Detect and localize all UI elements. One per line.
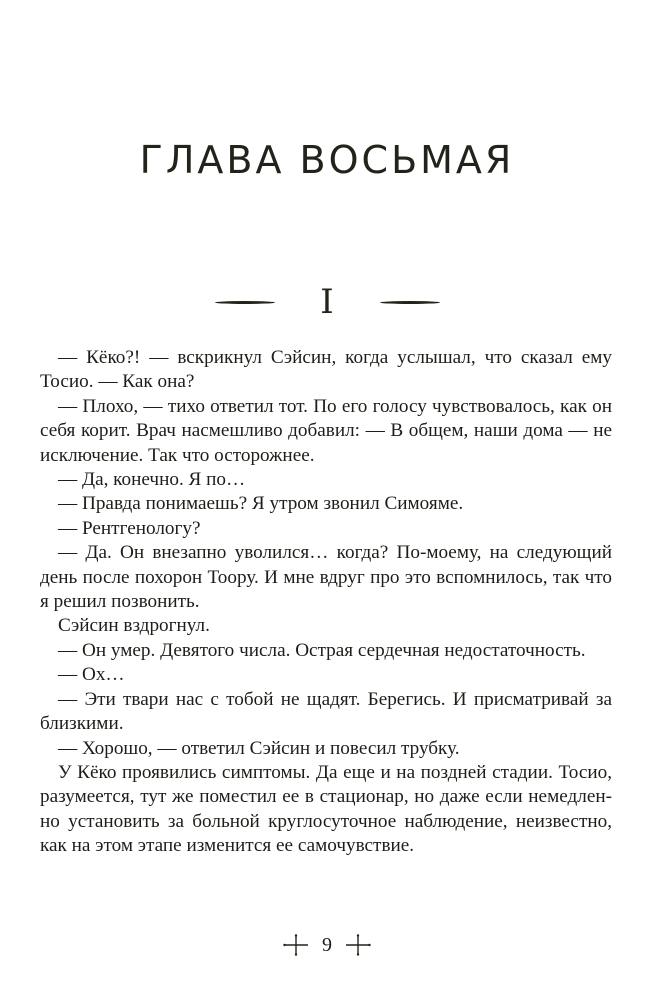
paragraph: — Плохо, — тихо ответил тот. По его голосу чувствовалось, как он себя корит. Врач насмешливо добавил: — В общем, наши дома — не исключение. Так что осторожнее. bbox=[40, 395, 612, 466]
paragraph: — Кёко?! — вскрикнул Сэйсин, когда услышал, что сказал ему Тосио. — Как она? bbox=[40, 347, 612, 393]
section-rule-right bbox=[380, 301, 440, 304]
paragraph: — Хорошо, — ответил Сэйсин и повесил трубку. bbox=[58, 737, 460, 759]
paragraph: У Кёко проявились симптомы. Да еще и на поздней стадии. Тосио, разумеется, тут же поместил ее в стационар, но даже если немедленно установить за больной круглосуточное наблюдение, неизвестно, как на этом этапе изменится ее самочувствие. bbox=[40, 761, 612, 857]
section-marker bbox=[0, 282, 654, 322]
paragraph: — Да. Он внезапно уволился… когда? По-моему, на следующий день после похорон Тоору. И мне вдруг про это вспомнилось, так что я решил позвонить. bbox=[40, 542, 612, 613]
paragraph: — Да, конечно. Я по… bbox=[58, 469, 246, 491]
section-number: I bbox=[320, 282, 334, 322]
paragraph: — Правда понимаешь? Я утром звонил Симояме. bbox=[58, 493, 464, 515]
paragraph: Сэйсин вздрогнул. bbox=[58, 615, 210, 637]
page-number: 9 bbox=[322, 934, 332, 956]
paragraph: — Ох… bbox=[58, 664, 125, 686]
page-footer bbox=[0, 930, 654, 960]
chapter-title: ГЛАВА ВОСЬМАЯ bbox=[139, 138, 515, 182]
paragraph: — Он умер. Девятого числа. Острая сердечная недостаточность. bbox=[58, 639, 586, 661]
paragraph: — Эти твари нас с тобой не щадят. Берегись. И присматривай за близкими. bbox=[40, 688, 612, 735]
cross-ornament-left-icon bbox=[283, 933, 309, 957]
body-text bbox=[40, 346, 612, 859]
cross-ornament-right-icon bbox=[345, 933, 371, 957]
paragraph: — Рентгенологу? bbox=[58, 517, 201, 539]
